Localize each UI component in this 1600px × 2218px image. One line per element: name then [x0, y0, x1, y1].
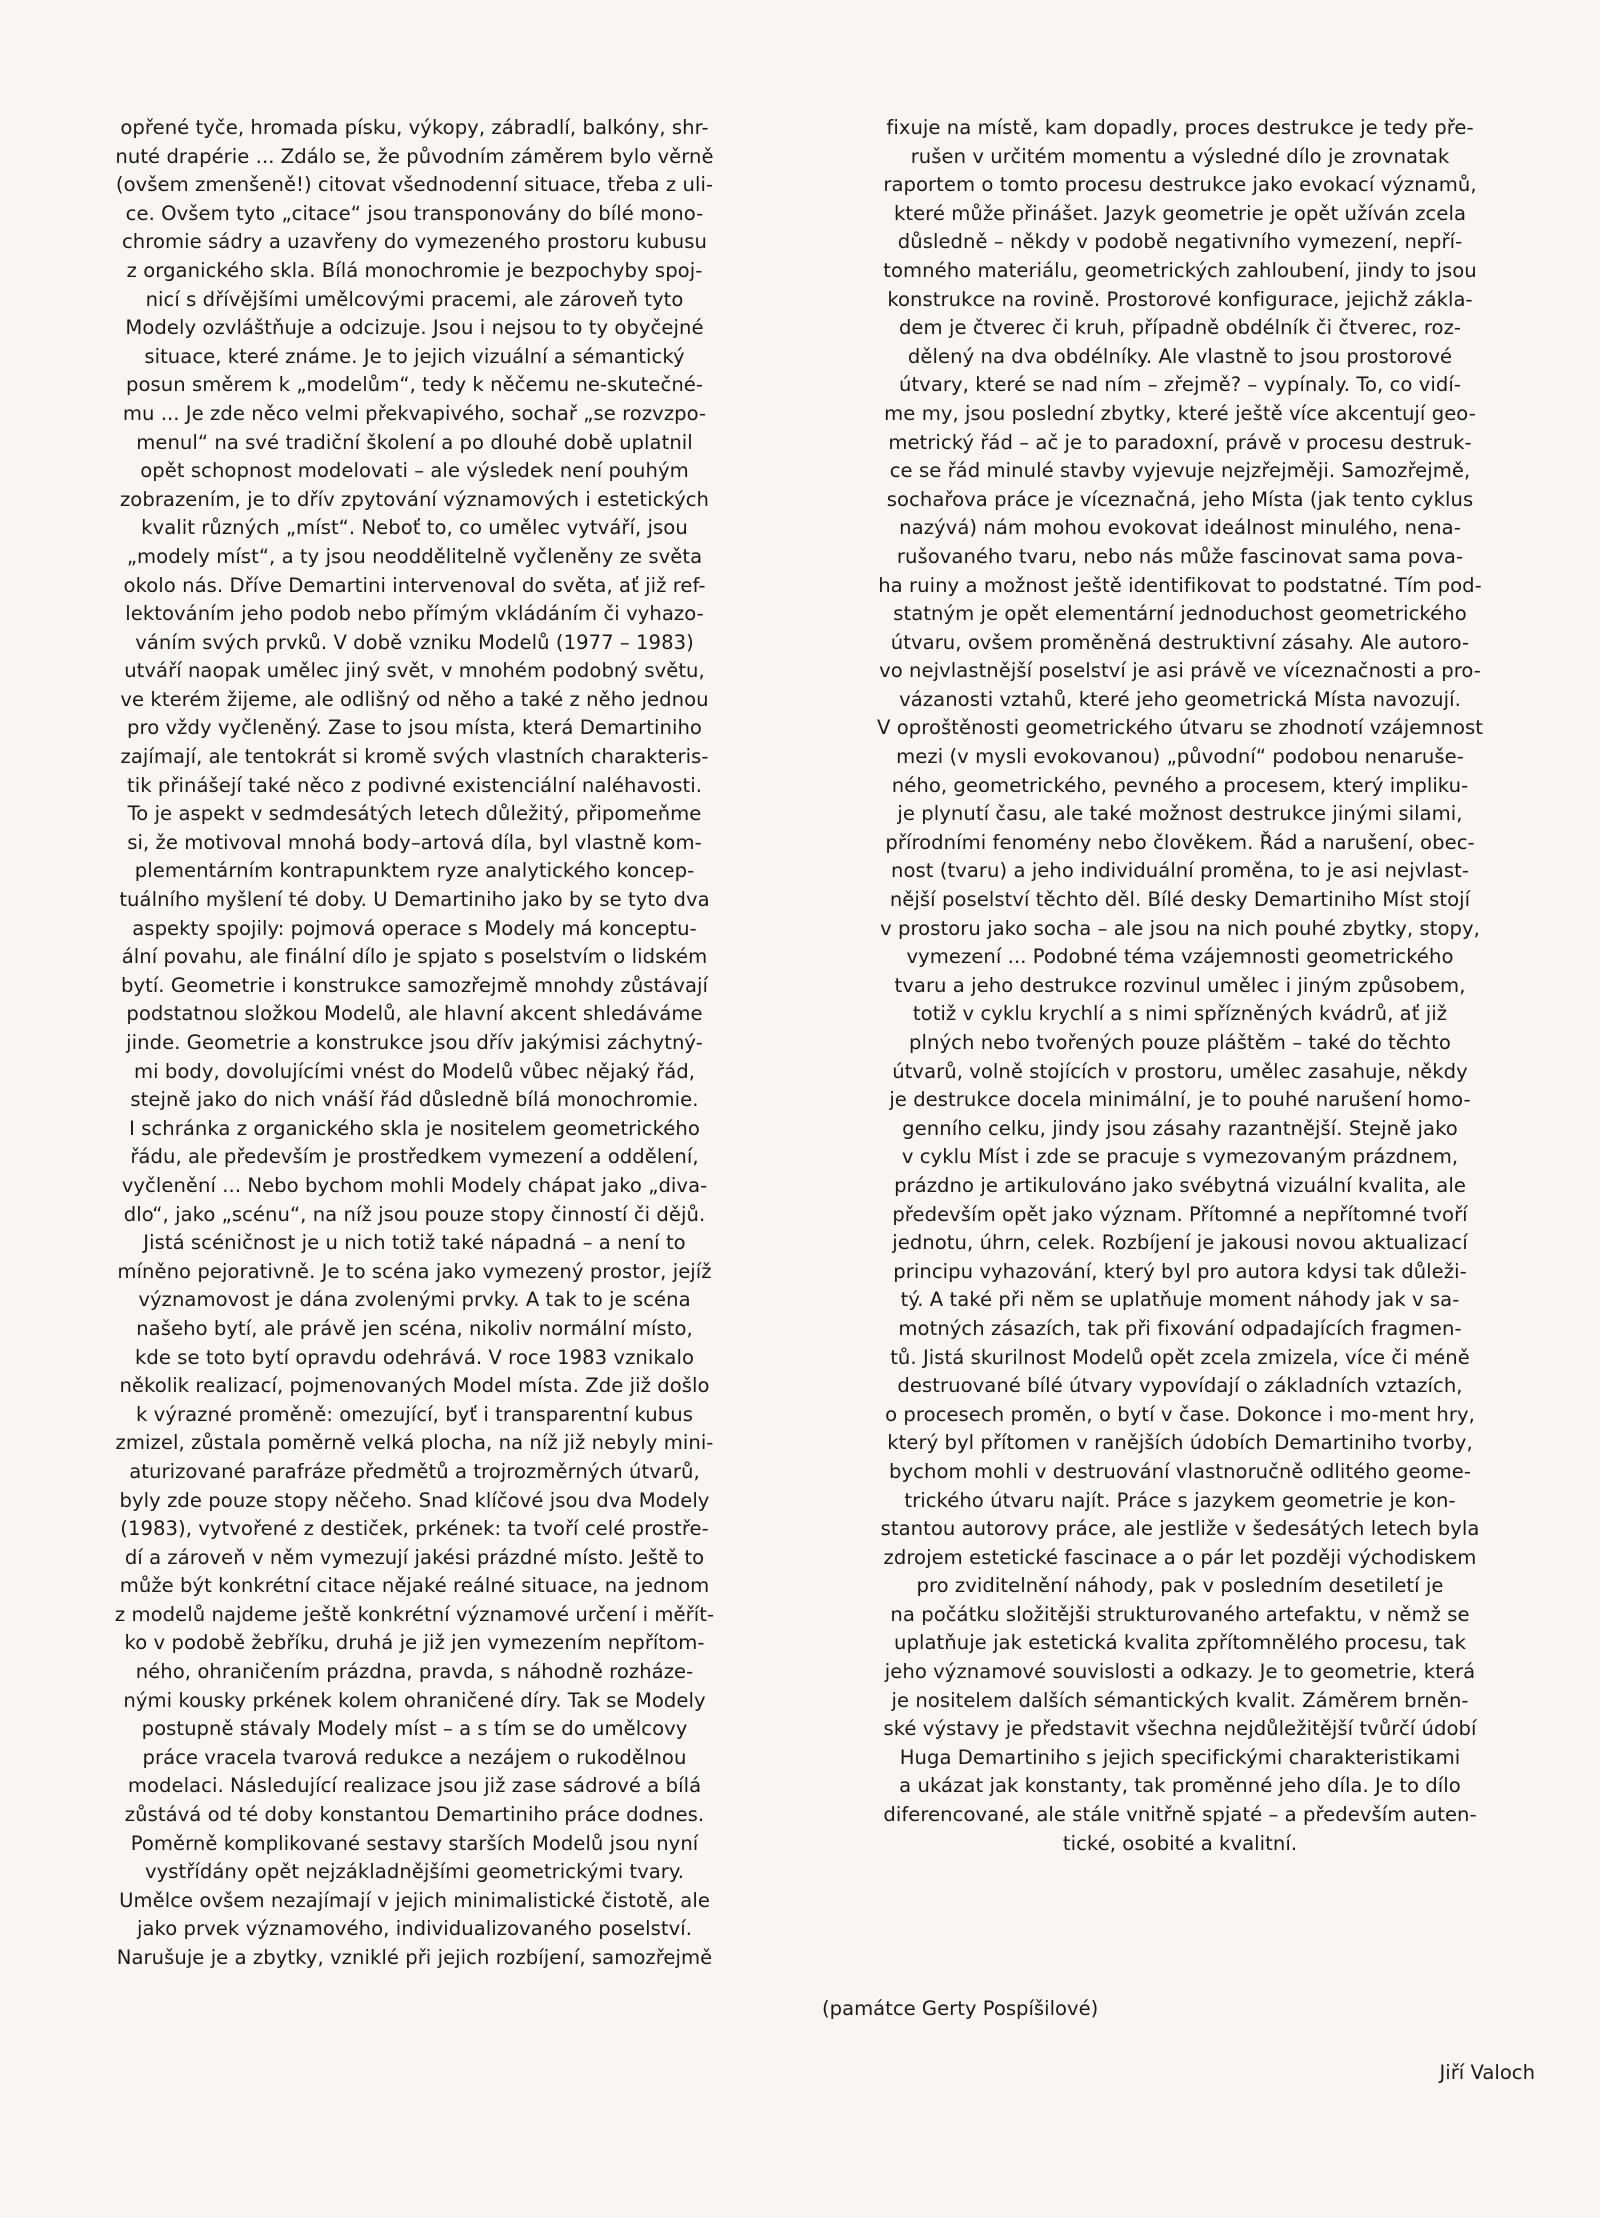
text-line: bytí. Geometrie i konstrukce samozřejmě mnohdy zůstávají: [120, 973, 709, 997]
text-line: lektováním jeho podob nebo přímým vkládáním či vyhazo-: [125, 602, 704, 626]
text-line: fixuje na místě, kam dopadly, proces destrukce je tedy pře-: [886, 116, 1474, 139]
text-line: rušen v určitém momentu a výsledné dílo je zrovnatak: [910, 144, 1450, 168]
text-line: opět schopnost modelovati – ale výsledek není pouhým: [140, 459, 689, 483]
text-line: ce. Ovšem tyto „citace“ jsou transponovány do bílé mono-: [125, 201, 704, 225]
text-line: vystřídány opět nejzákladnějšími geometrickými tvary.: [144, 1860, 685, 1884]
text-line: práce vracela tvarová redukce a nezájem o rukodělnou: [142, 1745, 687, 1769]
text-line: jednotu, úhrn, celek. Rozbíjení je jakousi novou aktualizací: [892, 1231, 1468, 1255]
text-line: z modelů najdeme ještě konkrétní významové určení i měřít-: [114, 1602, 715, 1626]
text-line: I schránka z organického skla je nositelem geometrického: [129, 1116, 700, 1140]
dedication-line: (památce Gerty Pospíšilové): [822, 1997, 1099, 2020]
text-line: zobrazením, je to dřív zpytování významových i estetických: [119, 487, 710, 511]
text-line: diferencované, ale stále vnitřně spjaté – a především auten-: [883, 1803, 1477, 1827]
text-line: Huga Demartiniho s jejich specifickými charakteristikami: [899, 1745, 1461, 1769]
text-line: Jistá scéničnost je u nich totiž také nápadná – a není to: [143, 1231, 686, 1255]
text-line: útvaru, ovšem proměněná destruktivní zásahy. Ale autoro-: [890, 630, 1470, 654]
text-line: stantou autorovy práce, ale jestliže v šedesátých letech byla: [880, 1517, 1480, 1541]
text-line: útvarů, volně stojících v prostoru, umělec zasahuje, někdy: [892, 1059, 1468, 1083]
text-line: jeho významové souvislosti a odkazy. Je to geometrie, která: [884, 1660, 1476, 1684]
text-line: kde se toto bytí opravdu odehrává. V roce 1983 vznikalo: [134, 1345, 695, 1369]
text-line: statným je opět elementární jednoduchost geometrického: [893, 602, 1467, 626]
text-line: jinde. Geometrie a konstrukce jsou dřív jakýmisi záchytný-: [126, 1031, 703, 1054]
text-line: k výrazné proměně: omezující, byť i transparentní kubus: [136, 1402, 693, 1426]
text-line: posun směrem k „modelům“, tedy k něčemu ne-skutečné-: [125, 373, 704, 397]
text-line: metrický řád – ač je to paradoxní, právě v procesu destruk-: [888, 430, 1472, 454]
text-line: stejně jako do nich vnáší řád důsledně bílá monochromie.: [130, 1088, 699, 1112]
text-line: genního celku, jindy jsou zásahy razantnější. Stejně jako: [902, 1116, 1458, 1140]
text-line: dem je čtverec či kruh, případně obdélník či čtverec, roz-: [898, 316, 1462, 340]
text-line: a ukázat jak konstanty, tak proměnné jeho díla. Je to dílo: [899, 1774, 1461, 1798]
text-line: dlo“, jako „scénu“, na níž jsou pouze stopy činností či dějů.: [123, 1202, 706, 1226]
author-signature: Jiří Valoch: [1439, 2061, 1535, 2084]
text-line: podstatnou složkou Modelů, ale hlavní akcent shledáváme: [126, 1002, 703, 1026]
text-line: důsledně – někdy v podobě negativního vymezení, nepří-: [897, 230, 1463, 254]
text-line: chromie sádry a uzavřeny do vymezeného prostoru kubusu: [121, 230, 708, 254]
text-line: Umělce ovšem nezajímají v jejich minimalistické čistotě, ale: [119, 1888, 710, 1912]
text-line: ce se řád minulé stavby vyjevuje nejzřejměji. Samozřejmě,: [889, 459, 1471, 483]
text-line: jako prvek významového, individualizovaného poselství.: [136, 1917, 693, 1941]
text-line: pro vždy vyčleněný. Zase to jsou místa, která Demartiniho: [127, 716, 702, 740]
text-line: ného, ohraničením prázdna, pravda, s náhodně rozháze-: [135, 1660, 694, 1684]
text-line: V oproštěnosti geometrického útvaru se zhodnotí vzájemnost: [877, 716, 1483, 740]
text-line: především opět jako význam. Přítomné a nepřítomné tvoří: [892, 1202, 1468, 1226]
text-line: nuté drapérie ... Zdálo se, že původním záměrem bylo věrně: [115, 144, 714, 168]
text-line: rušovaného tvaru, nebo nás může fascinovat sama pova-: [896, 544, 1464, 568]
text-line: Modely ozvláštňuje a odcizuje. Jsou i nejsou to ty obyčejné: [125, 316, 704, 340]
text-line: je nositelem dalších sémantických kvalit. Záměrem brněn-: [891, 1688, 1469, 1712]
text-line: ve kterém žijeme, ale odlišný od něho a také z něho jednou: [120, 687, 709, 711]
right-text-column: [822, 114, 1538, 1858]
text-line: vyčlenění ... Nebo bychom mohli Modely chápat jako „diva-: [121, 1173, 708, 1197]
text-line: řádu, ale především je prostředkem vymezení a oddělení,: [130, 1145, 699, 1169]
text-line: tvaru a jeho destrukce rozvinul umělec i jiným způsobem,: [894, 973, 1466, 997]
text-line: trického útvaru najít. Práce s jazykem geometrie je kon-: [904, 1488, 1456, 1512]
text-line: postupně stávaly Modely míst – a s tím se do umělcovy: [141, 1717, 688, 1741]
text-line: „modely míst“, a ty jsou neoddělitelně vyčleněny ze světa: [126, 544, 703, 568]
text-line: ného, geometrického, pevného a procesem, který impliku-: [891, 773, 1469, 797]
text-line: dí a zároveň v něm vymezují jakési prázdné místo. Ještě to: [124, 1545, 705, 1569]
text-line: Narušuje je a zbytky, vzniklé při jejich rozbíjení, samozřejmě: [116, 1946, 713, 1969]
text-line: vymezení ... Podobné téma vzájemnosti geometrického: [906, 945, 1454, 969]
text-line: na počátku složitějši strukturovaného artefaktu, v němž se: [890, 1602, 1470, 1626]
text-line: může být konkrétní citace nějaké reálné situace, na jednom: [119, 1574, 710, 1598]
text-line: me my, jsou poslední zbytky, které ještě více akcentují geo-: [884, 401, 1476, 425]
text-line: významovost je dána zvolenými prvky. A tak to je scéna: [138, 1288, 691, 1312]
text-line: aspekty spojily: pojmová operace s Modely má konceptu-: [132, 916, 697, 940]
text-line: v prostoru jako socha – ale jsou na nich pouhé zbytky, stopy,: [880, 916, 1480, 940]
text-line: nazývá) nám mohou evokovat ideálnost minulého, nena-: [899, 516, 1461, 540]
text-line: uplatňuje jak estetická kvalita zpřítomnělého procesu, tak: [894, 1631, 1466, 1655]
text-line: je destrukce docela minimální, je to pouhé narušení homo-: [889, 1088, 1471, 1112]
text-line: situace, které známe. Je to jejich vizuální a sémantický: [144, 344, 685, 368]
text-line: nými kousky prkének kolem ohraničené díry. Tak se Modely: [123, 1688, 706, 1712]
text-line: tů. Jistá skurilnost Modelů opět zcela zmizela, více či méně: [890, 1345, 1470, 1369]
text-line: aturizované parafráze předmětů a trojrozměrných útvarů,: [129, 1459, 700, 1483]
text-line: prázdno je artikulováno jako svébytná vizuální kvalita, ale: [894, 1173, 1466, 1197]
text-line: konstrukce na rovině. Prostorové konfigurace, jejichž zákla-: [887, 287, 1473, 311]
text-line: váním svých prvků. V době vzniku Modelů (1977 – 1983): [135, 630, 694, 654]
text-line: který byl přítomen v ranějších údobích Demartiniho tvorby,: [887, 1431, 1473, 1455]
text-line: totiž v cyklu krychlí a s nimi spřízněných kvádrů, ať již: [912, 1002, 1448, 1026]
text-line: vázanosti vztahů, které jeho geometrická Místa navozují.: [899, 687, 1461, 711]
text-line: které může přinášet. Jazyk geometrie je opět užíván zcela: [893, 201, 1467, 225]
text-line: ální povahu, ale finální dílo je spjato s poselstvím o lidském: [121, 945, 708, 969]
text-line: byly zde pouze stopy něčeho. Snad klíčové jsou dva Modely: [119, 1488, 710, 1512]
text-line: (1983), vytvořené z destiček, prkének: ta tvoří celé prostře-: [120, 1517, 709, 1541]
text-line: si, že motivoval mnohá body–artová díla, byl vlastně kom-: [127, 830, 702, 854]
text-line: nost (tvaru) a jeho individuální proměna, to je asi nejvlast-: [891, 859, 1469, 883]
text-line: raportem o tomto procesu destrukce jako evokací významů,: [883, 173, 1477, 197]
text-line: tické, osobité a kvalitní.: [1062, 1831, 1298, 1855]
text-line: mu ... Je zde něco velmi překvapivého, sochař „se rozvzpo-: [122, 401, 707, 425]
text-line: z organického skla. Bílá monochromie je bezpochyby spoj-: [126, 258, 703, 282]
text-line: zůstává od té doby konstantou Demartiniho práce dodnes.: [124, 1803, 705, 1827]
text-line: o procesech proměn, o bytí v čase. Dokonce i mo-ment hry,: [885, 1402, 1475, 1426]
text-line: tik přinášejí také něco z podivné existenciální naléhavosti.: [126, 773, 702, 797]
text-line: nější poselství těchto děl. Bílé desky Demartiniho Míst stojí: [889, 888, 1471, 912]
text-line: našeho bytí, ale právě jen scéna, nikoliv normální místo,: [136, 1316, 693, 1340]
text-line: tomného materiálu, geometrických zahloubení, jindy to jsou: [883, 258, 1477, 282]
text-line: mi body, dovolujícími vnést do Modelů vůbec nějaký řád,: [133, 1059, 696, 1083]
text-line: motných zásazích, tak při fixování odpadajících fragmen-: [898, 1316, 1462, 1340]
text-line: vo nejvlastnější poselství je asi právě ve víceznačnosti a pro-: [879, 659, 1481, 683]
text-line: v cyklu Míst i zde se pracuje s vymezovaným prázdnem,: [901, 1145, 1459, 1169]
text-line: zdrojem estetické fascinace a o pár let později východiskem: [883, 1545, 1477, 1569]
text-line: je plynutí času, ale také možnost destrukce jinými silami,: [897, 802, 1463, 826]
text-line: kvalit různých „míst“. Neboť to, co umělec vytváří, jsou: [141, 516, 688, 540]
text-line: nicí s dřívějšími umělcovými pracemi, ale zároveň tyto: [145, 287, 684, 311]
text-line: útvary, které se nad ním – zřejmě? – vypínaly. To, co vidí-: [898, 373, 1461, 397]
text-line: pro zviditelnění náhody, pak v posledním desetiletí je: [916, 1574, 1444, 1598]
text-line: míněno pejorativně. Je to scéna jako vymezený prostor, jejíž: [117, 1259, 712, 1283]
text-line: modelaci. Následující realizace jsou již zase sádrové a bílá: [127, 1774, 702, 1798]
text-line: zajímají, ale tentokrát si kromě svých vlastních charakteris-: [120, 745, 709, 769]
text-line: ské výstavy je představit všechna nejdůležitější tvůrčí údobí: [883, 1717, 1477, 1741]
text-line: (ovšem zmenšeně!) citovat všednodenní situace, třeba z uli-: [115, 173, 714, 197]
text-line: Poměrně komplikované sestavy starších Modelů jsou nyní: [130, 1831, 699, 1855]
text-line: plných nebo tvořených pouze pláštěm – také do těchto: [909, 1031, 1451, 1054]
text-line: To je aspekt v sedmdesátých letech důležitý, připomeňme: [127, 802, 702, 826]
text-line: okolo nás. Dříve Demartini intervenoval do světa, ať již ref-: [123, 573, 706, 597]
text-line: přírodními fenomény nebo člověkem. Řád a narušení, obec-: [885, 830, 1475, 854]
text-line: utváří naopak umělec jiný svět, v mnohém podobný světu,: [124, 659, 705, 683]
text-line: ko v podobě žebříku, druhá je již jen vymezením nepřítom-: [124, 1631, 705, 1655]
text-line: destruované bílé útvary vypovídají o základních vztazích,: [897, 1374, 1463, 1398]
text-line: sochařova práce je víceznačná, jeho Místa (jak tento cyklus: [886, 487, 1474, 511]
text-line: opřené tyče, hromada písku, výkopy, zábradlí, balkóny, shr-: [120, 116, 709, 139]
text-line: zmizel, zůstala poměrně velká plocha, na níž již nebyly mini-: [115, 1431, 714, 1455]
text-line: ha ruiny a možnost ještě identifikovat to podstatné. Tím pod-: [878, 573, 1482, 597]
text-line: bychom mohli v destruování vlastnoručně odlitého geome-: [889, 1459, 1471, 1483]
text-line: plementárním kontrapunktem ryze analytického koncep-: [134, 859, 695, 883]
text-line: menul“ na své tradiční školení a po dlouhé době uplatnil: [136, 430, 693, 454]
text-line: mezi (v mysli evokovanou) „původní“ podobou nenaruše-: [896, 745, 1464, 769]
left-text-column: [62, 114, 767, 1973]
text-line: principu vyhazování, který byl pro autora kdysi tak důleži-: [893, 1259, 1467, 1283]
text-line: tuálního myšlení té doby. U Demartiniho jako by se tyto dva: [119, 888, 710, 912]
text-line: tý. A také při něm se uplatňuje moment náhody jak v sa-: [900, 1288, 1460, 1312]
text-line: několik realizací, pojmenovaných Model místa. Zde již došlo: [119, 1374, 710, 1398]
text-line: dělený na dva obdélníky. Ale vlastně to jsou prostorové: [907, 344, 1453, 368]
